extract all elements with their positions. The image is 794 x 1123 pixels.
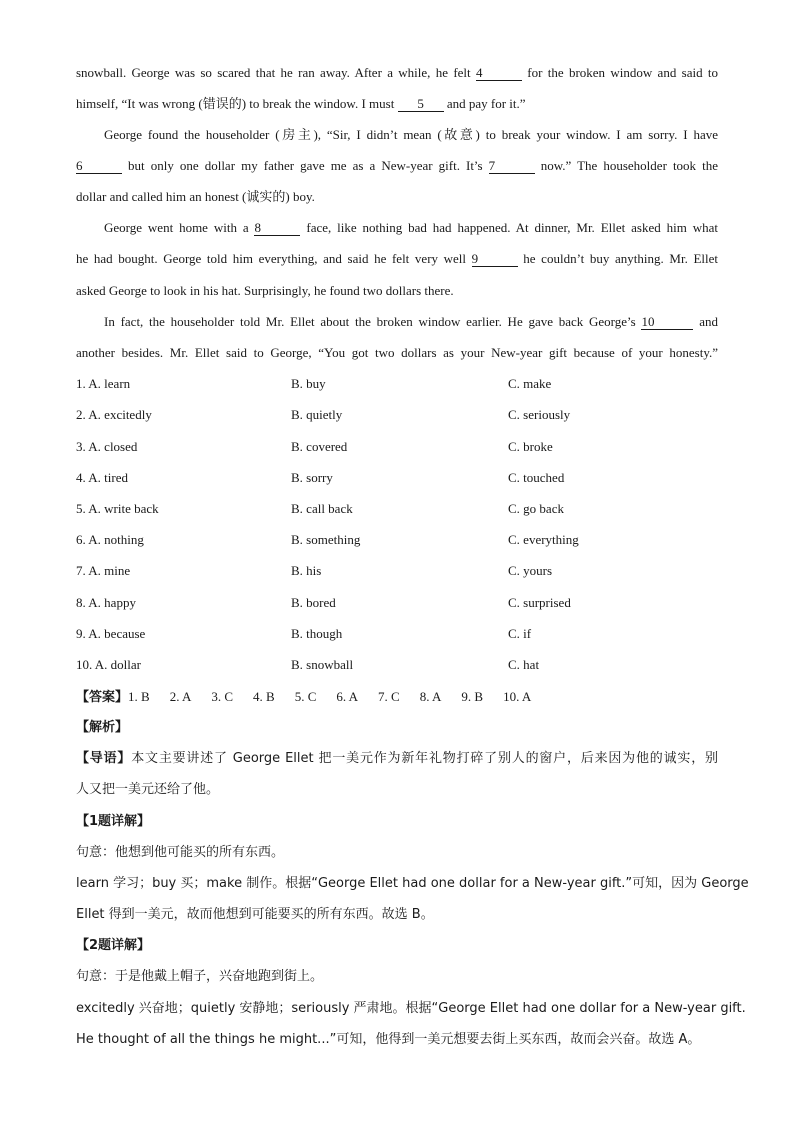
passage-text: George went home with a [104, 220, 255, 235]
q2-explain-line-2: He thought of all the things he might...”可知，他得到一美元想要去街上买东西，故而会兴奋。故选 A。 [76, 1032, 701, 1047]
option-c: C. make [508, 376, 552, 391]
passage-text: another besides. Mr. Ellet said to George, “You got two dollars as your New-year gift because of your honesty.” [76, 345, 718, 360]
answer-item: 3. C [211, 689, 234, 704]
passage-text: face, like nothing bad had happened. At dinner, Mr. Ellet asked him what [300, 220, 718, 235]
passage-text: dollar and called him an honest (诚实的) boy. [76, 189, 315, 204]
option-b: B. covered [291, 439, 348, 454]
option-row-9 [76, 625, 718, 643]
q1-explain-line-1: learn 学习；buy 买；make 制作。根据“George Ellet had one dollar for a New-year gift.”可知，因为 George [76, 876, 749, 891]
passage-text: asked George to look in his hat. Surprisingly, he found two dollars there. [76, 283, 454, 298]
option-b: B. snowball [291, 657, 354, 672]
option-c: C. yours [508, 563, 553, 578]
passage-line-4 [76, 157, 718, 175]
blank-7: 7 [489, 158, 535, 174]
q1-sentence: 句意：他想到他可能买的所有东西。 [76, 845, 285, 860]
option-c: C. touched [508, 470, 565, 485]
answer-item: 4. B [253, 689, 275, 704]
answer-key [76, 688, 551, 707]
blank-4: 4 [476, 65, 522, 81]
option-a: 3. A. closed [76, 439, 138, 454]
guide-label: 【导语】 [76, 751, 132, 766]
option-a: 4. A. tired [76, 470, 128, 485]
passage-text: now.” The householder took the [534, 158, 718, 173]
passage-text: George found the householder (房主), “Sir, I didn’t mean (故意) to break your window. I am sorry. I have [104, 127, 718, 142]
option-c: C. seriously [508, 407, 571, 422]
passage-line-5 [76, 188, 718, 206]
option-b: B. something [291, 532, 361, 547]
option-row-7 [76, 562, 718, 580]
option-a: 9. A. because [76, 626, 146, 641]
passage-line-10 [76, 344, 718, 362]
answer-item: 9. B [461, 689, 484, 704]
q1-explain-line-2: Ellet 得到一美元，故而他想到可能要买的所有东西。故选 B。 [76, 907, 434, 922]
passage-line-1 [76, 64, 718, 82]
option-a: 6. A. nothing [76, 532, 144, 547]
option-b: B. his [291, 563, 322, 578]
option-row-10 [76, 656, 718, 674]
answer-item: 2. A [169, 689, 192, 704]
q2-explain-line-1: excitedly 兴奋地；quietly 安静地；seriously 严肃地。根据“George Ellet had one dollar for a New-year gift. [76, 1001, 746, 1016]
option-a: 7. A. mine [76, 563, 131, 578]
passage-text: snowball. George was so scared that he ran away. After a while, he felt [76, 65, 476, 80]
passage-line-7 [76, 250, 718, 268]
passage-text: and [693, 314, 718, 329]
option-row-8 [76, 594, 718, 612]
blank-9: 9 [472, 251, 518, 267]
option-b: B. bored [291, 595, 336, 610]
option-b: B. though [291, 626, 343, 641]
option-b: B. buy [291, 376, 326, 391]
option-c: C. if [508, 626, 532, 641]
passage-line-8 [76, 282, 718, 300]
option-c: C. everything [508, 532, 579, 547]
option-row-2 [76, 406, 718, 424]
passage-line-2 [76, 95, 718, 113]
option-c: C. broke [508, 439, 553, 454]
option-row-3 [76, 438, 718, 456]
option-a: 8. A. happy [76, 595, 136, 610]
passage-text: for the broken window and said to [521, 65, 719, 80]
q2-heading: 【2题详解】 [76, 938, 151, 953]
blank-8: 8 [254, 220, 300, 236]
option-c: C. surprised [508, 595, 571, 610]
blank-10: 10 [641, 314, 693, 330]
passage-text: and pay for it.” [443, 96, 526, 111]
answer-item: 6. A [336, 689, 359, 704]
guide-line-2: 人又把一美元还给了他。 [76, 782, 220, 797]
passage-text: he had bought. George told him everything, and said he felt very well [76, 251, 472, 266]
option-row-5 [76, 500, 718, 518]
guide-text: 本文主要讲述了 George Ellet 把一美元作为新年礼物打碎了别人的窗户，后来因为他的诚实，别 [131, 751, 718, 766]
option-b: B. sorry [291, 470, 333, 485]
option-b: B. quietly [291, 407, 343, 422]
passage-line-9 [104, 313, 718, 331]
answer-item: 8. A [419, 689, 442, 704]
option-a: 2. A. excitedly [76, 407, 152, 422]
answer-item: 1. B [128, 689, 150, 704]
option-row-1 [76, 375, 718, 393]
guide-line-1 [76, 750, 718, 768]
passage-text: In fact, the householder told Mr. Ellet about the broken window earlier. He gave back George’s [104, 314, 642, 329]
q1-heading: 【1题详解】 [76, 814, 151, 829]
passage-line-6 [104, 219, 718, 237]
passage-line-3 [104, 126, 718, 144]
analysis-heading: 【解析】 [76, 720, 129, 735]
q2-sentence: 句意：于是他戴上帽子，兴奋地跑到街上。 [76, 969, 324, 984]
option-b: B. call back [291, 501, 353, 516]
passage-text: himself, “It was wrong (错误的) to break the window. I must [76, 96, 398, 111]
option-a: 1. A. learn [76, 376, 131, 391]
answer-label: 【答案】 [76, 690, 129, 705]
option-row-6 [76, 531, 718, 549]
answer-item: 10. A [503, 689, 532, 704]
option-c: C. go back [508, 501, 564, 516]
option-a: 5. A. write back [76, 501, 159, 516]
answer-item: 5. C [294, 689, 317, 704]
answer-item: 7. C [378, 689, 400, 704]
blank-5: 5 [398, 96, 444, 112]
option-c: C. hat [508, 657, 540, 672]
option-row-4 [76, 469, 718, 487]
option-a: 10. A. dollar [76, 657, 141, 672]
passage-text: he couldn’t buy anything. Mr. Ellet [517, 251, 718, 266]
passage-text: but only one dollar my father gave me as a New-year gift. It’s [122, 158, 489, 173]
blank-6: 6 [76, 158, 122, 174]
